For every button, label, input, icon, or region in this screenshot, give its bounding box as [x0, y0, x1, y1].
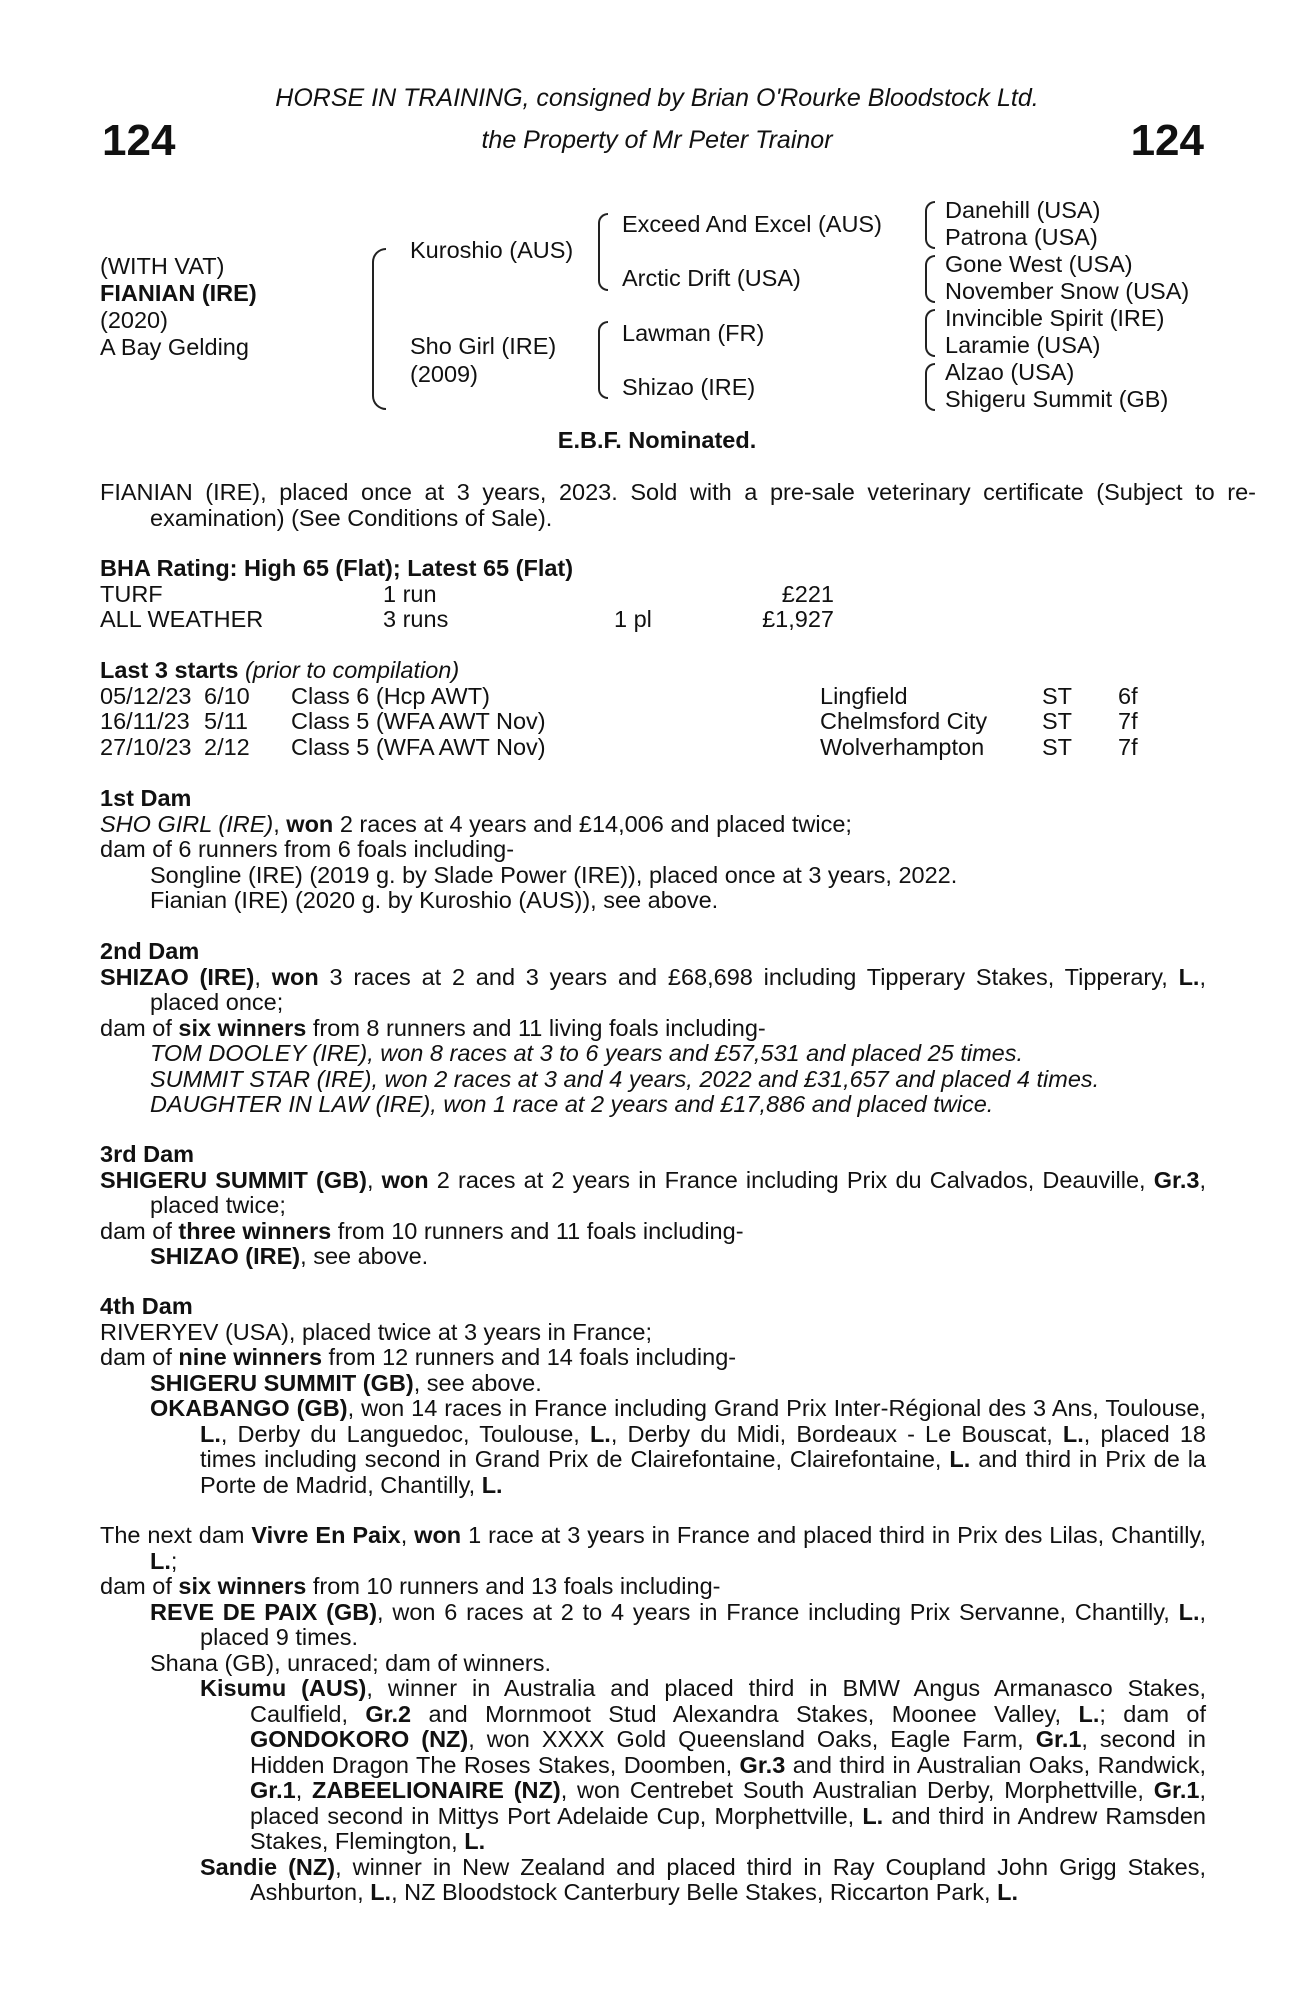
ancestor-3: Gone West (USA) [945, 251, 1133, 277]
ancestor-8: Shigeru Summit (GB) [945, 386, 1169, 412]
dam-produce: dam of nine winners from 12 runners and 14 foals including- [100, 1344, 737, 1370]
section-title: 1st Dam [100, 785, 192, 811]
sire-dam: Arctic Drift (USA) [622, 265, 801, 291]
sire-sire: Exceed And Excel (AUS) [622, 211, 882, 237]
section-title: 3rd Dam [100, 1141, 195, 1167]
foal-entry: REVE DE PAIX (GB), won 6 races at 2 to 4 years in France including Prix Servanne, Chantilly, L., placed 9 times. [150, 1598, 1207, 1650]
dam-record: SHIGERU SUMMIT (GB), won 2 races at 2 years in France including Prix du Calvados, Deauville, Gr.3, placed twice; [100, 1166, 1206, 1218]
dam-record: SHIZAO (IRE), won 3 races at 2 and 3 years and £68,698 including Tipperary Stakes, Tipperary, L., placed once; [100, 963, 1206, 1015]
dam-produce: dam of six winners from 10 runners and 13 foals including- [100, 1573, 721, 1599]
lot-number-right: 124 [1130, 116, 1204, 165]
pedigree-brace-dam [598, 321, 608, 399]
section-title: 4th Dam [100, 1293, 193, 1319]
grand-foal-entry: Kisumu (AUS), winner in Australia and placed third in BMW Angus Armanasco Stakes, Caulfield, Gr.2 and Mornmoot Stud Alexandra Stakes, Moonee Valley, L.; dam of GONDOKORO (NZ), won XXXX Gold Queensland Oaks, Eagle Farm, Gr.1, second in Hidden Dragon The Roses Stakes, Doomben, Gr.3 and third in Australian Oaks, Randwick, Gr.1, ZABEELIONAIRE (NZ), won Centrebet South Australian Derby, Morphettville, Gr.1, placed second in Mittys Port Adelaide Cup, Morphettville, L. and third in Andrew Ramsden Stakes, Flemington, L. [200, 1675, 1207, 1854]
rating-title: BHA Rating: High 65 (Flat); Latest 65 (Flat) [100, 555, 574, 581]
dam-produce: dam of 6 runners from 6 foals including- [100, 836, 515, 862]
dam-year: (2009) [410, 361, 478, 387]
foal-entry: SHIGERU SUMMIT (GB), see above. [150, 1369, 542, 1396]
pedigree-brace-sire [598, 213, 608, 291]
ancestor-6: Laramie (USA) [945, 332, 1101, 358]
horse-identity [100, 253, 257, 361]
dam-sire: Lawman (FR) [622, 320, 765, 346]
first-dam-section [100, 786, 1206, 914]
grand-foal-entry: Sandie (NZ), winner in New Zealand and placed third in Ray Coupland John Grigg Stakes, Ashburton, L., NZ Bloodstock Canterbury Belle Stakes, Riccarton Park, L. [200, 1853, 1206, 1905]
start-row: 16/11/23 5/11 Class 5 (WFA AWT Nov) Chelmsford City ST 7f [100, 708, 1138, 734]
dam: Sho Girl (IRE) [410, 333, 557, 359]
next-dam-section [100, 1523, 1206, 1906]
pedigree-brace-g3 [925, 309, 935, 357]
foal-entry: SUMMIT STAR (IRE), won 2 races at 3 and 4 years, 2022 and £31,657 and placed 4 times. [150, 1065, 1100, 1092]
foal-entry: SHIZAO (IRE), see above. [150, 1243, 429, 1269]
foal-entry: Fianian (IRE) (2020 g. by Kuroshio (AUS)), see above. [150, 887, 719, 913]
ancestor-2: Patrona (USA) [945, 224, 1098, 250]
rating-section [100, 556, 1206, 633]
pedigree-brace-main [372, 248, 386, 410]
last-starts-heading: Last 3 starts (prior to compilation) [100, 657, 460, 683]
ancestor-4: November Snow (USA) [945, 278, 1190, 304]
rating-row: TURF 1 run £221 [100, 580, 834, 607]
sire: Kuroshio (AUS) [410, 237, 574, 263]
foal-entry: Shana (GB), unraced; dam of winners. [150, 1649, 552, 1676]
horse-year: (2020) [100, 307, 168, 333]
foal-entry: TOM DOOLEY (IRE), won 8 races at 3 to 6 years and £57,531 and placed 25 times. [150, 1040, 1023, 1066]
property-line: the Property of Mr Peter Trainor [481, 126, 833, 154]
foal-entry: DAUGHTER IN LAW (IRE), won 1 race at 2 years and £17,886 and placed twice. [150, 1091, 994, 1117]
pedigree-brace-g4 [925, 363, 935, 411]
second-dam-section [100, 939, 1206, 1118]
third-dam-section [100, 1142, 1206, 1270]
horse-description: A Bay Gelding [100, 334, 249, 360]
dam-dam: Shizao (IRE) [622, 374, 756, 400]
ebf-nominated: E.B.F. Nominated. [557, 427, 757, 453]
start-row: 05/12/23 6/10 Class 6 (Hcp AWT) Lingfield ST 6f [100, 682, 1138, 709]
dam-record: The next dam Vivre En Paix, won 1 race at 3 years in France and placed third in Prix des Lilas, Chantilly, L.; [100, 1522, 1207, 1574]
foal-entry: Songline (IRE) (2019 g. by Slade Power (IRE)), placed once at 3 years, 2022. [150, 861, 958, 888]
dam-produce: dam of three winners from 10 runners and 11 foals including- [100, 1217, 744, 1244]
start-row: 27/10/23 2/12 Class 5 (WFA AWT Nov) Wolverhampton ST 7f [100, 733, 1138, 760]
consignor-line: HORSE IN TRAINING, consigned by Brian O'Rourke Bloodstock Ltd. [275, 84, 1039, 112]
lot-number-left: 124 [102, 116, 176, 165]
foal-entry: OKABANGO (GB), won 14 races in France including Grand Prix Inter-Régional des 3 Ans, Toulouse, L., Derby du Languedoc, Toulouse, L., Derby du Midi, Bordeaux - Le Bouscat, L., placed 18 times including second in Grand Prix de Clairefontaine, Clairefontaine, L. and third in Prix de la Porte de Madrid, Chantilly, L. [150, 1395, 1206, 1498]
ancestor-7: Alzao (USA) [945, 359, 1075, 385]
fourth-dam-section [100, 1294, 1206, 1498]
pedigree-brace-g2 [925, 255, 935, 303]
dam-record: SHO GIRL (IRE), won 2 races at 4 years and £14,006 and placed twice; [100, 810, 852, 837]
section-title: 2nd Dam [100, 938, 200, 964]
horse-name: FIANIAN (IRE) [100, 280, 257, 306]
ancestor-1: Danehill (USA) [945, 197, 1101, 223]
last-starts-section [100, 658, 1206, 760]
dam-produce: dam of six winners from 8 runners and 11 living foals including- [100, 1014, 766, 1041]
vat-label: (WITH VAT) [100, 253, 225, 279]
rating-row: ALL WEATHER 3 runs 1 pl £1,927 [100, 606, 834, 632]
pedigree-brace-g1 [925, 201, 935, 249]
horse-summary: FIANIAN (IRE), placed once at 3 years, 2023. Sold with a pre-sale veterinary certificate (Subject to re-examination) (See Conditions of Sale). [100, 479, 1256, 531]
ancestor-5: Invincible Spirit (IRE) [945, 305, 1165, 331]
dam-record: RIVERYEV (USA), placed twice at 3 years in France; [100, 1318, 653, 1345]
